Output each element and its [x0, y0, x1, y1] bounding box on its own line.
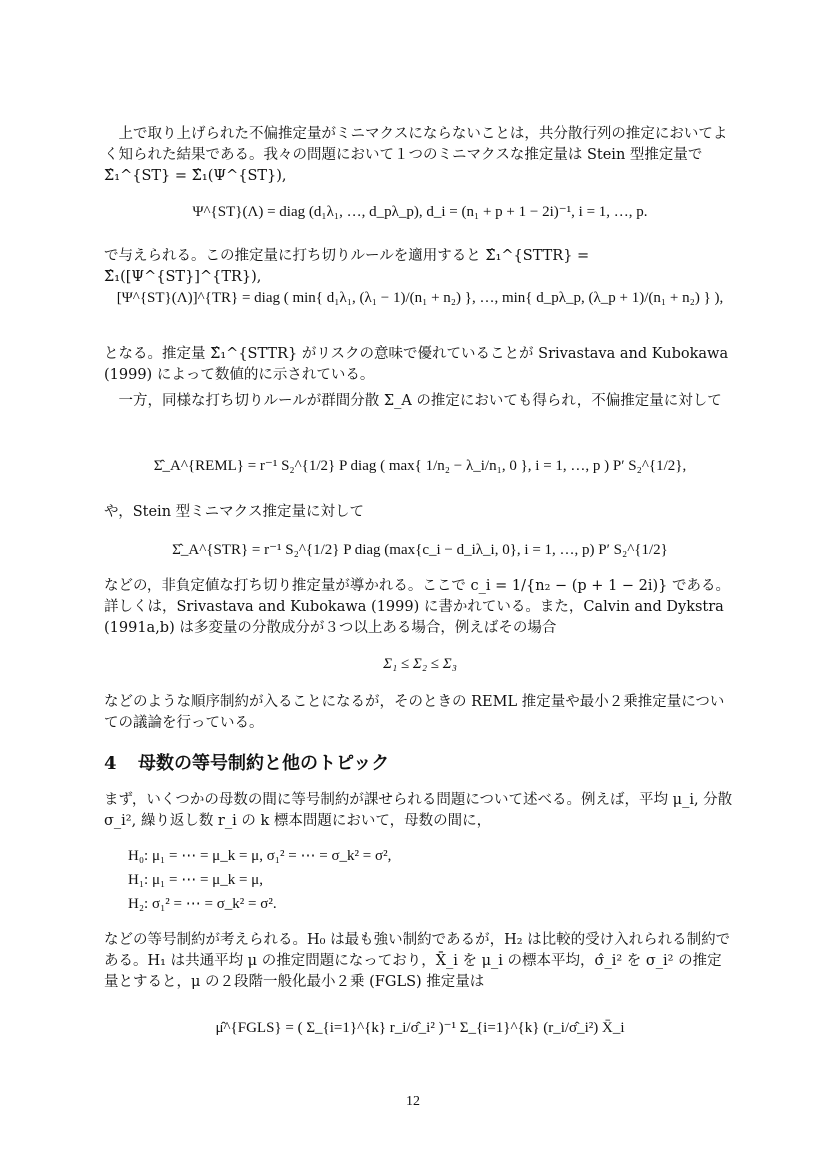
section-heading — [104, 749, 736, 775]
hypothesis-h1: H₁: μ₁ = ⋯ = μ_k = μ, — [128, 872, 263, 888]
paragraph-order-constraints: などのような順序制約が入ることになるが，そのときの REML 推定量や最小２乗推定量についての議論を行っている。 — [104, 694, 725, 731]
equation-psi-truncated: [Ψ^{ST}(Λ)]^{TR} = diag ( min{ d₁λ₁, (λ₁ − 1)/(n₁ + n₂) }, …, min{ d_pλ_p, (λ_p + 1)/(n₁ + n₂) } ), — [116, 290, 724, 306]
paragraph-between-group: 一方，同様な打ち切りルールが群間分散 Σ_A の推定においても得られ，不偏推定量に対して — [118, 393, 722, 409]
equation-order-constraint: Σ₁ ≤ Σ₂ ≤ Σ₃ — [383, 656, 457, 672]
section-number: 4 — [104, 753, 117, 774]
page-number: 12 — [406, 1094, 420, 1109]
equation-sigma-str: Σ̂_A^{STR} = r⁻¹ S₂^{1/2} P diag (max{c_i − d_iλ_i, 0}, i = 1, …, p) P′ S₂^{1/2} — [172, 542, 668, 558]
equation-psi-st: Ψ^{ST}(Λ) = diag (d₁λ₁, …, d_pλ_p), d_i = (n₁ + p + 1 − 2i)⁻¹, i = 1, …, p. — [192, 204, 648, 220]
paragraph-stein-minimax: や，Stein 型ミニマクス推定量に対して — [104, 504, 364, 520]
section-title: 母数の等号制約と他のトピック — [138, 753, 390, 774]
paragraph-nonnegative-estimators: などの，非負定値な打ち切り推定量が導かれる。ここで c_i = 1/{n₂ − (p + 1 − 2i)} である。詳しくは，Srivastava and Kubokawa (1999) に書かれている。また，Calvin and Dykstra (1991a,b) は多変量の分散成分が３つ以上ある場合，例えばその場合 — [104, 578, 731, 636]
paragraph-stein-intro: 上で取り上げられた不偏推定量がミニマクスにならないことは，共分散行列の推定においてよく知られた結果である。我々の問題において１つのミニマクスな推定量は Stein 型推定量で Σ̂₁^{ST} = Σ̂₁(Ψ^{ST}), — [104, 126, 728, 184]
paragraph-fgls-intro: などの等号制約が考えられる。H₀ は最も強い制約であるが，H₂ は比較的受け入れられる制約である。H₁ は共通平均 μ の推定問題になっており，X̄_i を μ_i の標本平均，σ̂_i² を σ_i² の推定量とすると，μ の２段階一般化最小２乗 (FGLS) 推定量は — [104, 932, 731, 990]
hypothesis-h2: H₂: σ₁² = ⋯ = σ_k² = σ². — [128, 896, 277, 912]
equation-sigma-reml: Σ̂_A^{REML} = r⁻¹ S₂^{1/2} P diag ( max{ 1/n₂ − λ_i/n₁, 0 }, i = 1, …, p ) P′ S₂^{1/2}, — [153, 458, 687, 474]
hypothesis-h0: H₀: μ₁ = ⋯ = μ_k = μ, σ₁² = ⋯ = σ_k² = σ², — [128, 848, 392, 864]
equation-fgls: μ̂^{FGLS} = ( Σ_{i=1}^{k} r_i/σ̂_i² )⁻¹ Σ_{i=1}^{k} (r_i/σ̂_i²) X̄_i — [215, 1020, 625, 1036]
paragraph-risk-result: となる。推定量 Σ̂₁^{STTR} がリスクの意味で優れていることが Srivastava and Kubokawa (1999) によって数値的に示されている。 — [104, 346, 729, 383]
paragraph-truncation-rule: で与えられる。この推定量に打ち切りルールを適用すると Σ̂₁^{STTR} = Σ̂₁([Ψ^{ST}]^{TR}), — [104, 248, 590, 285]
paragraph-equality-constraints: まず，いくつかの母数の間に等号制約が課せられる問題について述べる。例えば，平均 μ_i, 分散 σ_i², 繰り返し数 r_i の k 標本問題において，母数の間に， — [104, 792, 733, 829]
